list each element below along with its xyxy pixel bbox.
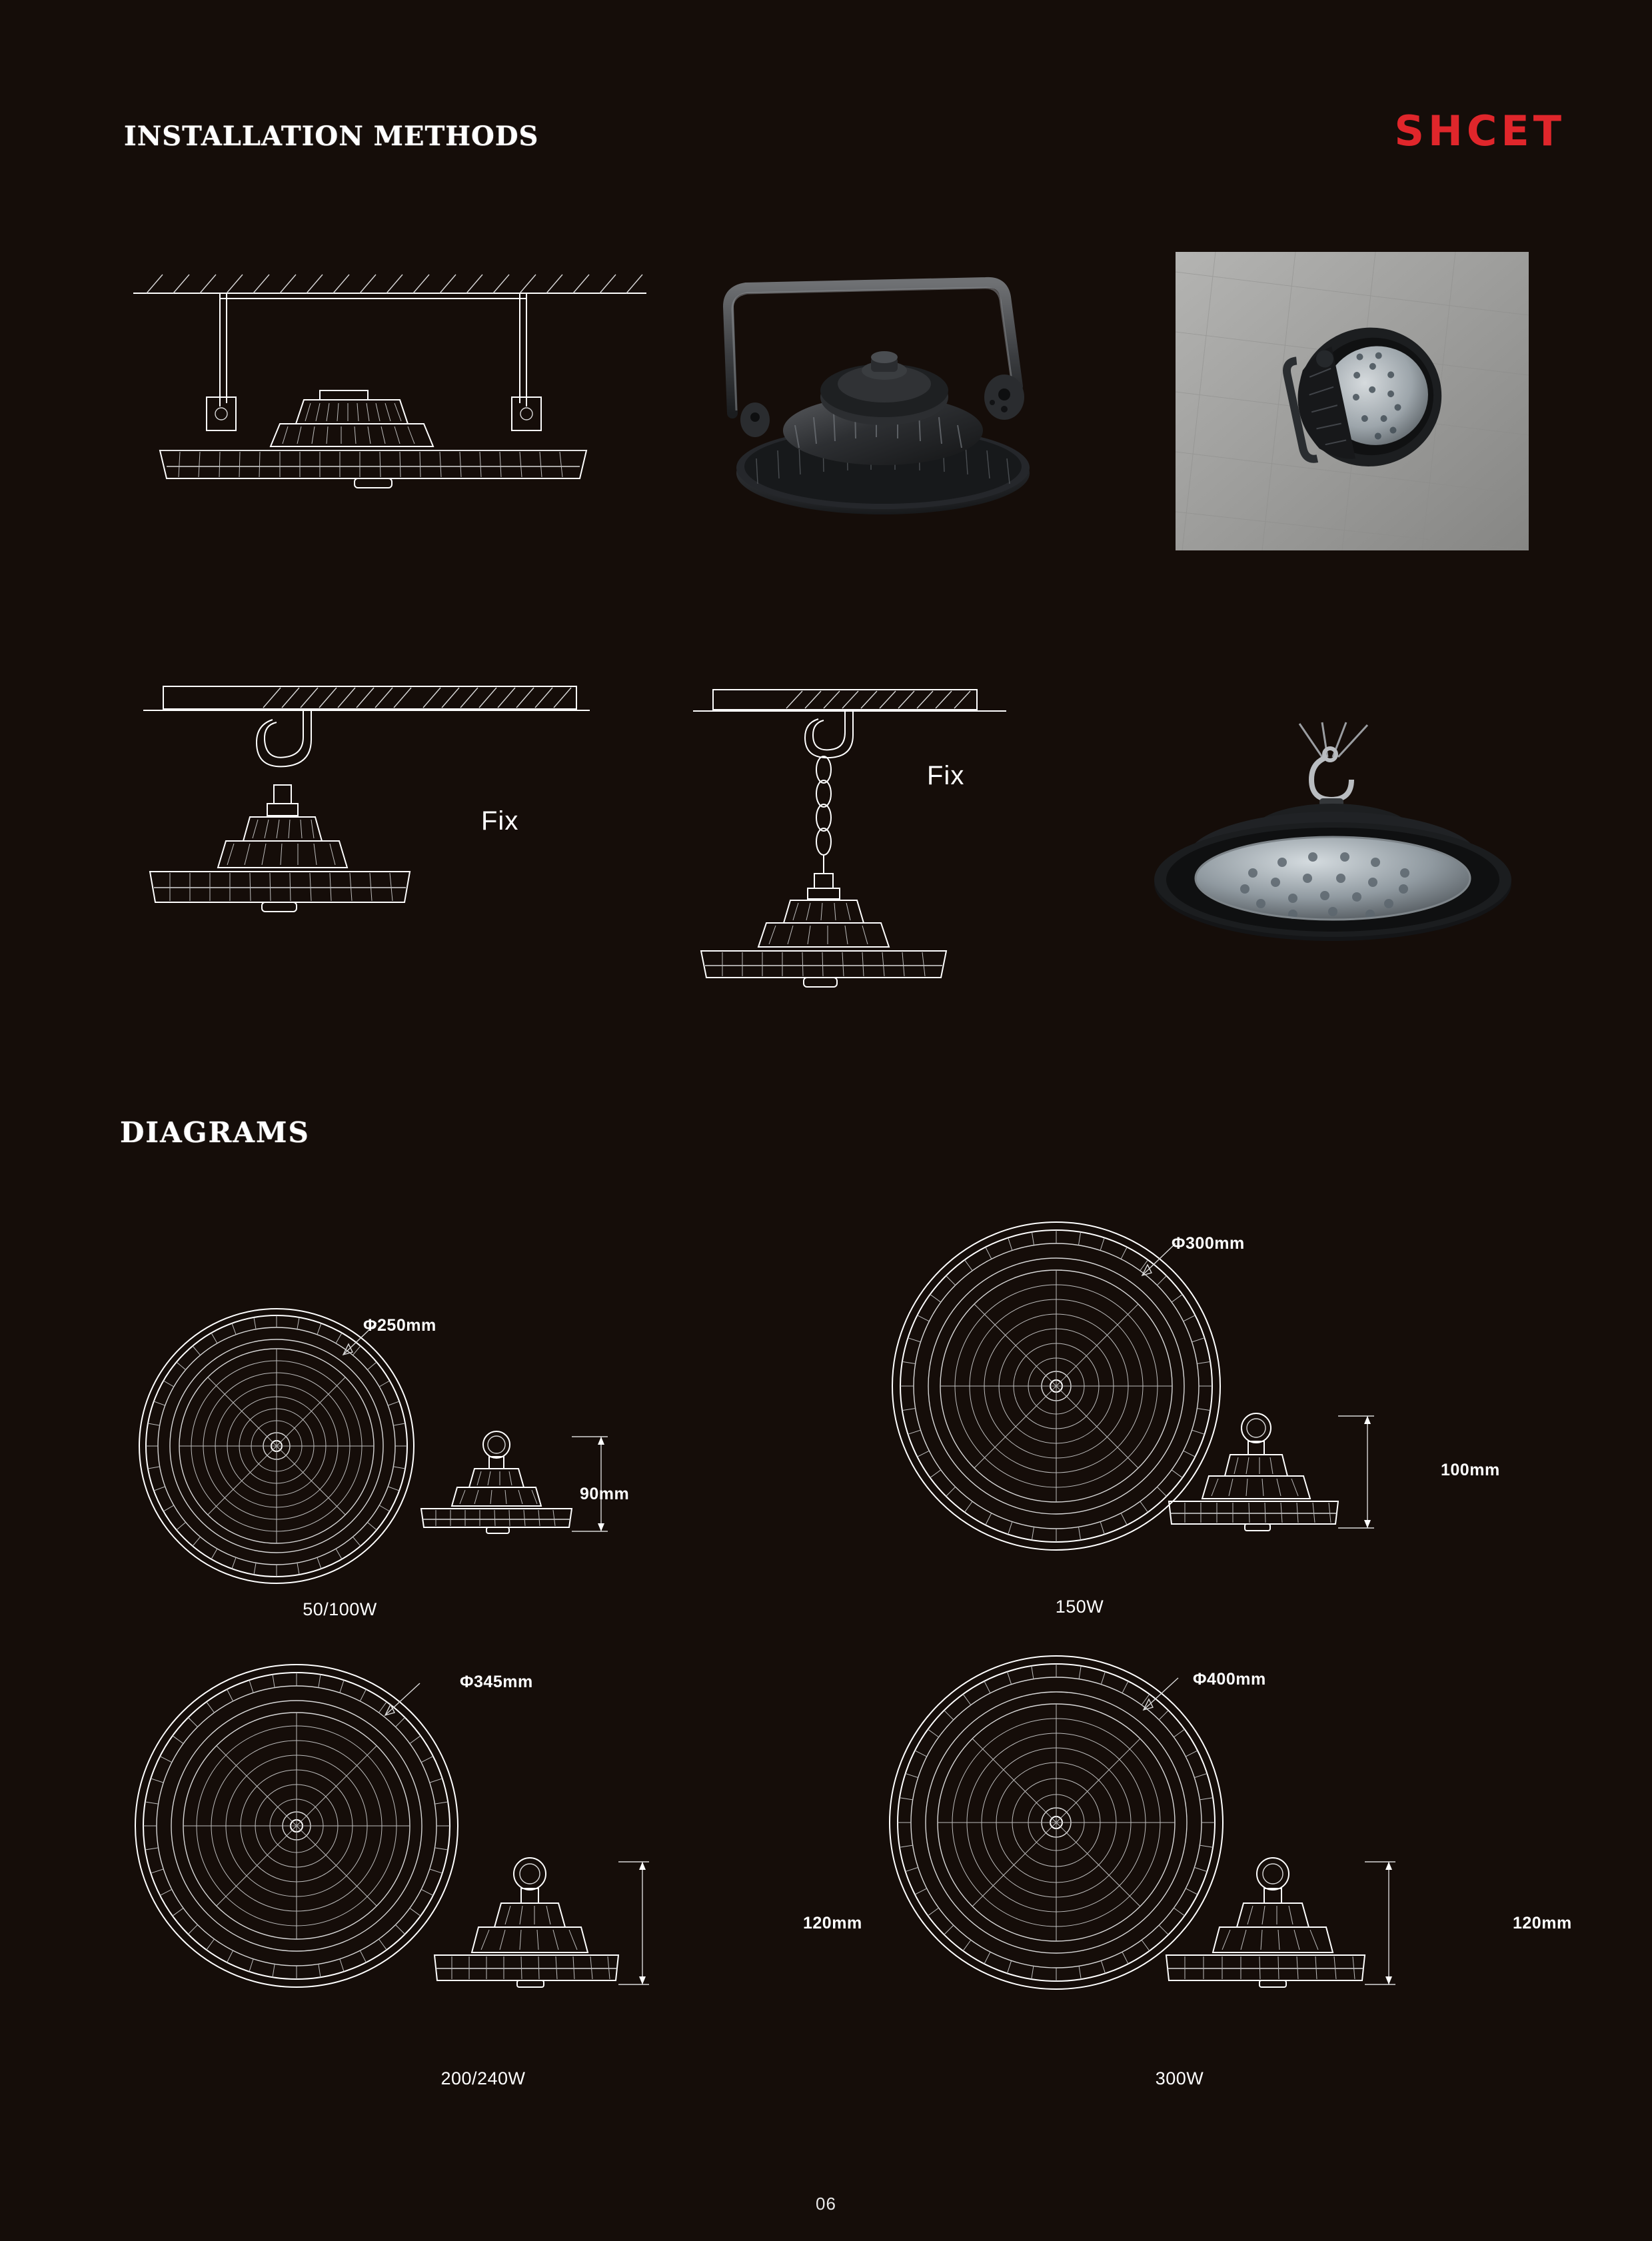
diagram-200-240w-height-label: 120mm xyxy=(803,1914,862,1932)
page-title-installation-methods: INSTALLATION METHODS xyxy=(124,121,539,152)
diagram-200-240w-top-view xyxy=(127,1659,473,1992)
chain-hook-mount-line-drawing xyxy=(693,676,1160,996)
diagram-150w-diameter-label: Φ300mm xyxy=(1172,1234,1245,1253)
diagram-50-100w-caption: 50/100W xyxy=(303,1599,377,1619)
diagram-50-100w-height-label: 90mm xyxy=(580,1485,630,1503)
diagram-300w-caption: 300W xyxy=(1155,2068,1204,2088)
bracket-mount-line-drawing xyxy=(120,267,666,533)
page-number: 06 xyxy=(816,2194,836,2214)
diagram-300w-diameter-label: Φ400mm xyxy=(1193,1670,1266,1689)
hook-mount-render xyxy=(1133,720,1559,1000)
bracket-mount-render xyxy=(716,267,1063,533)
diagram-200-240w-side-view xyxy=(426,1839,653,2006)
fix-label-1: Fix xyxy=(481,806,519,836)
brand-logo: SHCET xyxy=(1394,107,1565,155)
hook-mount-line-drawing xyxy=(143,673,650,966)
fix-label-2: Fix xyxy=(927,761,965,790)
diagram-300w-side-view xyxy=(1160,1839,1399,2006)
diagram-150w-height-label: 100mm xyxy=(1441,1461,1500,1479)
diagram-50-100w-top-view xyxy=(123,1303,430,1589)
diagram-200-240w-caption: 200/240W xyxy=(440,2068,526,2088)
diagram-200-240w-diameter-label: Φ345mm xyxy=(460,1673,533,1691)
bracket-mount-photo xyxy=(1176,252,1529,550)
page-title-diagrams: DIAGRAMS xyxy=(120,1116,310,1149)
diagram-300w-height-label: 120mm xyxy=(1513,1914,1572,1932)
diagram-150w-caption: 150W xyxy=(1055,1597,1104,1617)
diagram-50-100w-diameter-label: Φ250mm xyxy=(363,1316,436,1335)
diagram-150w-side-view xyxy=(1160,1396,1379,1556)
